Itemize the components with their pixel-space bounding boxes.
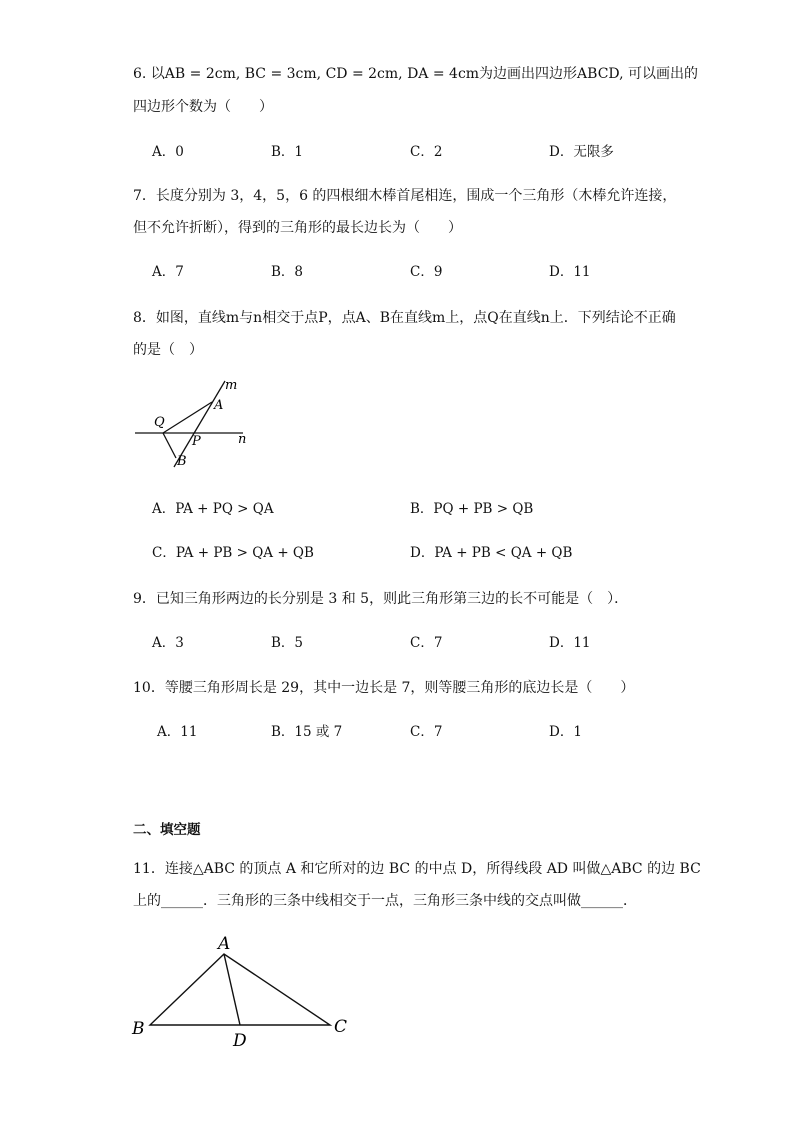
- q8-figure: [130, 375, 260, 475]
- q8-option-b[interactable]: B．PQ + PB > QB: [410, 501, 534, 517]
- q7-option-b[interactable]: B．8: [271, 264, 304, 280]
- q6-option-c[interactable]: C．2: [410, 144, 443, 160]
- label-q: Q: [154, 415, 165, 430]
- q9-text-line1: 9．已知三角形两边的长分别是 3 和 5，则此三角形第三边的长不可能是（ ）．: [133, 591, 629, 607]
- q7-option-d[interactable]: D．11: [549, 264, 591, 280]
- median-ad: [224, 954, 240, 1025]
- segment-qb: [163, 433, 176, 458]
- q6-text-line1: 6. 以AB = 2cm, BC = 3cm, CD = 2cm, DA = 4cm为边画出四边形ABCD, 可以画出的: [133, 66, 699, 82]
- q11-text-line1: 11．连接△ABC 的顶点 A 和它所对的边 BC 的中点 D，所得线段 AD 叫做△ABC 的边 BC: [133, 861, 701, 877]
- label-m: m: [225, 378, 238, 393]
- q7-text-line1: 7．长度分别为 3，4，5，6 的四根细木棒首尾相连，围成一个三角形（木棒允许连接，: [133, 188, 677, 204]
- q8-option-a[interactable]: A．PA + PQ > QA: [152, 501, 274, 517]
- label-c: C: [334, 1017, 348, 1037]
- q9-option-a[interactable]: A．3: [152, 635, 184, 651]
- q7-text-line2: 但不允许折断），得到的三角形的最长边长为（ ）: [133, 220, 462, 236]
- q10-text-line1: 10．等腰三角形周长是 29，其中一边长是 7，则等腰三角形的底边长是（ ）: [133, 680, 635, 696]
- q10-option-d[interactable]: D．1: [549, 724, 582, 740]
- segment-qa: [163, 402, 212, 433]
- label-b: B: [177, 454, 187, 469]
- q9-option-c[interactable]: C．7: [410, 635, 443, 651]
- label-n: n: [238, 432, 247, 447]
- q11-text-line2: 上的______．三角形的三条中线相交于一点，三角形三条中线的交点叫做______．: [133, 893, 637, 909]
- section-title: 二、填空题: [133, 822, 201, 838]
- q6-option-d[interactable]: D．无限多: [549, 144, 614, 160]
- q8-text-line1: 8．如图，直线m与n相交于点P，点A、B在直线m上，点Q在直线n上．下列结论不正确: [133, 310, 676, 326]
- label-a: A: [218, 934, 231, 954]
- label-d: D: [233, 1031, 247, 1051]
- q10-option-c[interactable]: C．7: [410, 724, 443, 740]
- q10-option-a[interactable]: A．11: [157, 724, 198, 740]
- label-p: P: [192, 434, 201, 449]
- q8-text-line2: 的是（ ）: [133, 342, 203, 358]
- q6-text-line2: 四边形个数为（ ）: [133, 99, 273, 115]
- triangle-abc: [150, 954, 330, 1025]
- q11-figure: [128, 930, 358, 1055]
- label-a: A: [214, 398, 224, 413]
- label-b: B: [132, 1019, 145, 1039]
- q7-option-c[interactable]: C．9: [410, 264, 443, 280]
- q6-option-b[interactable]: B．1: [271, 144, 304, 160]
- q9-option-d[interactable]: D．11: [549, 635, 591, 651]
- q8-option-c[interactable]: C．PA + PB > QA + QB: [152, 545, 314, 561]
- q10-option-b[interactable]: B．15 或 7: [271, 724, 343, 740]
- q9-option-b[interactable]: B．5: [271, 635, 304, 651]
- q8-option-d[interactable]: D．PA + PB < QA + QB: [410, 545, 573, 561]
- q7-option-a[interactable]: A．7: [152, 264, 184, 280]
- q6-option-a[interactable]: A．0: [152, 144, 184, 160]
